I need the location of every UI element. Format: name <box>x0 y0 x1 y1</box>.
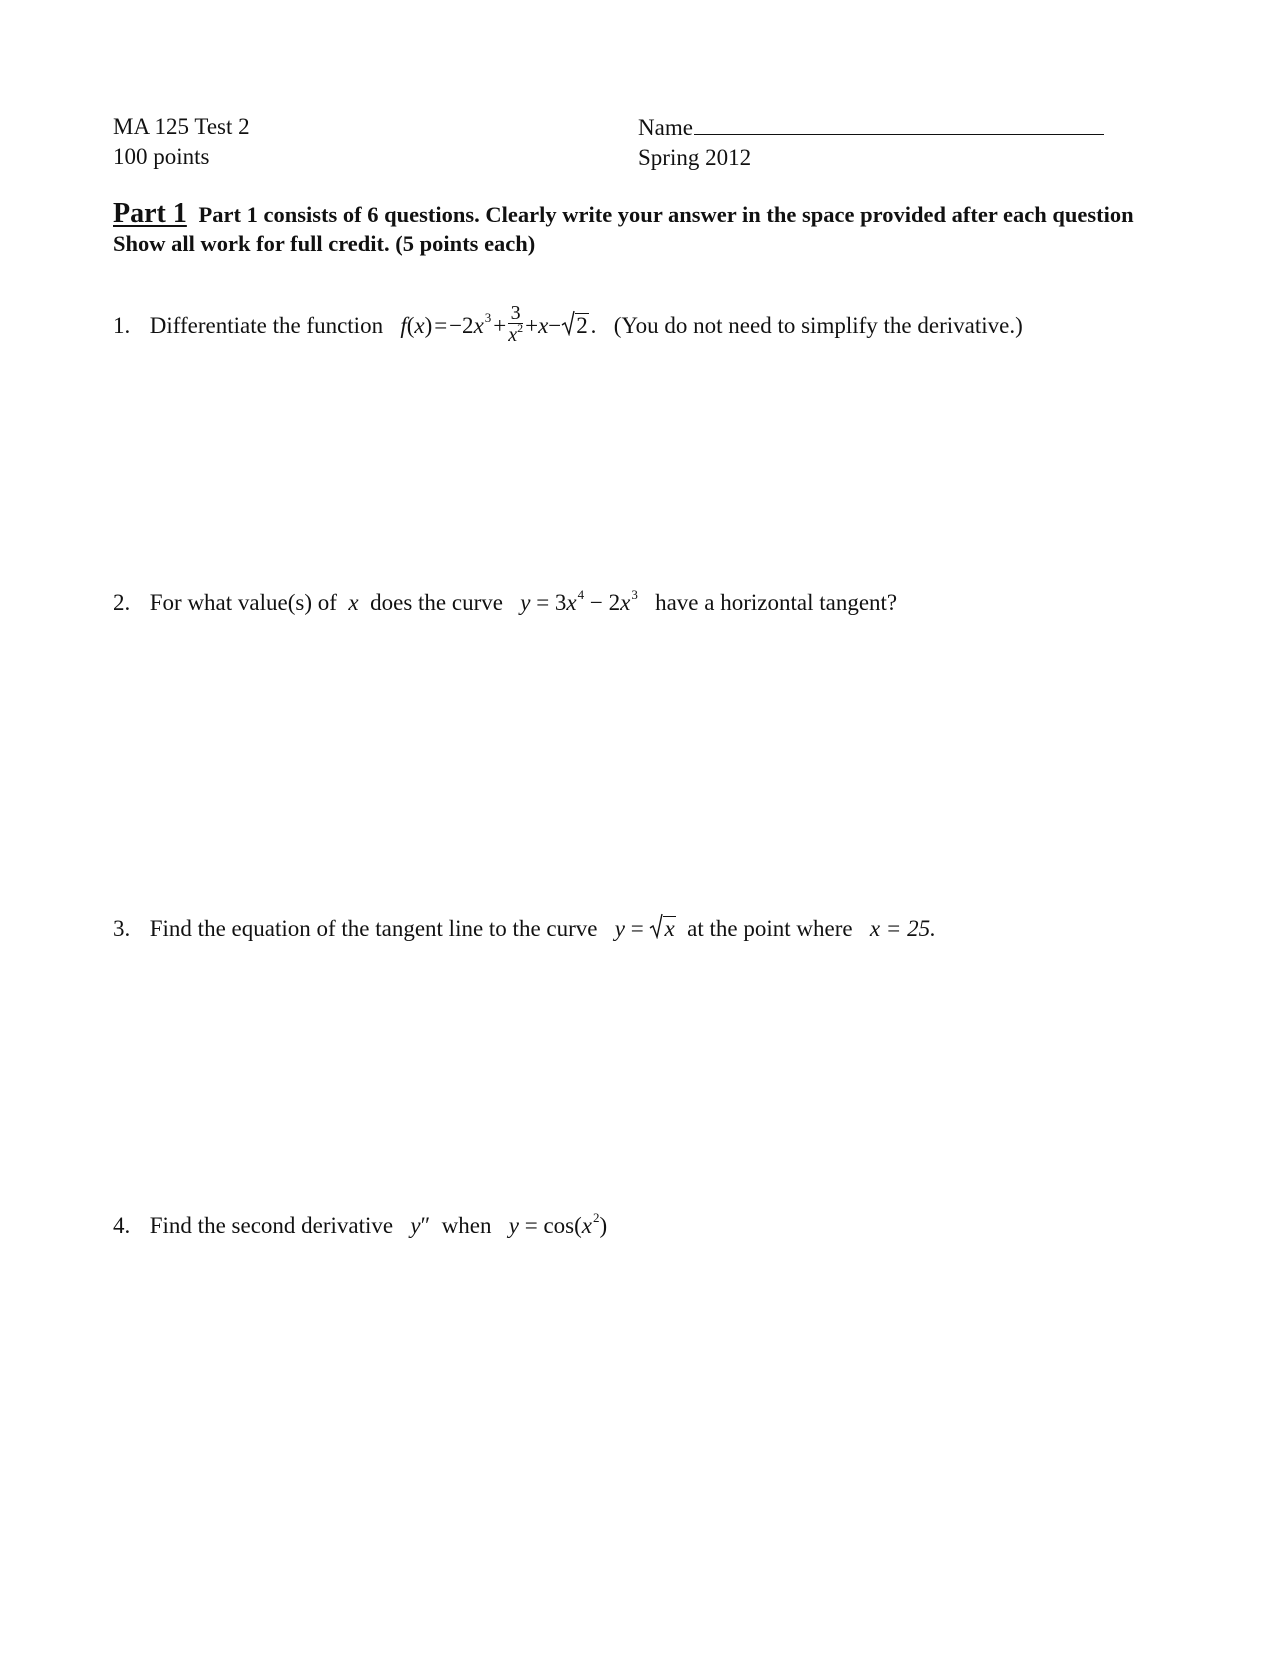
name-row <box>638 112 1104 143</box>
square-root: 2 <box>561 311 589 341</box>
term: Spring 2012 <box>638 145 752 170</box>
variable: x <box>348 590 359 615</box>
question-2-formula: $y = 3x^4 - 2x^3$ <box>520 587 638 615</box>
question-middle: when <box>441 1213 492 1238</box>
question-2 <box>113 588 897 621</box>
question-prefix: Find the second derivative <box>149 1213 394 1238</box>
part-1-heading <box>113 199 1183 258</box>
question-number: 2. <box>113 590 131 615</box>
question-prefix: Find the equation of the tangent line to the curve <box>149 916 598 941</box>
square-root: x <box>649 914 675 944</box>
question-4 <box>113 1211 607 1244</box>
question-number: 3. <box>113 916 131 941</box>
radical-sign-icon <box>561 310 575 336</box>
header-left <box>113 112 250 172</box>
question-suffix: have a horizontal tangent? <box>655 590 898 615</box>
question-middle: does the curve <box>370 590 503 615</box>
total-points: 100 points <box>113 144 210 169</box>
question-number: 1. <box>113 312 131 338</box>
question-4-formula: $y = \cos(x^2)$ <box>508 1210 608 1238</box>
question-1 <box>113 302 1023 350</box>
question-3 <box>113 914 936 944</box>
part-1-instructions: Part 1 consists of 6 questions. Clearly write your answer in the space provided after each question Show all work for full credit. (5 points each) <box>113 202 1134 256</box>
question-number: 4. <box>113 1213 131 1238</box>
name-label: Name <box>638 115 693 140</box>
question-prefix: For what value(s) of <box>149 590 337 615</box>
question-3-formula: y = x <box>603 916 681 941</box>
second-derivative-symbol: y″ <box>410 1213 436 1238</box>
question-value: x = 25. <box>869 916 936 941</box>
radical-sign-icon <box>649 913 663 939</box>
course-title: MA 125 Test 2 <box>113 114 250 139</box>
part-1-label: Part 1 <box>113 198 187 229</box>
header-right <box>638 112 1104 173</box>
fraction: $\frac{3}{x^2}$ <box>508 302 524 346</box>
question-1-formula: f(x) = $-2x^3$ + $\frac{3}{x^2}$ +x− 2 . <box>400 302 608 346</box>
question-suffix: (You do not need to simplify the derivative.) <box>613 312 1023 338</box>
question-prefix: Differentiate the function <box>149 312 384 338</box>
name-blank-line[interactable] <box>694 112 1104 135</box>
question-middle: at the point where <box>687 916 853 941</box>
